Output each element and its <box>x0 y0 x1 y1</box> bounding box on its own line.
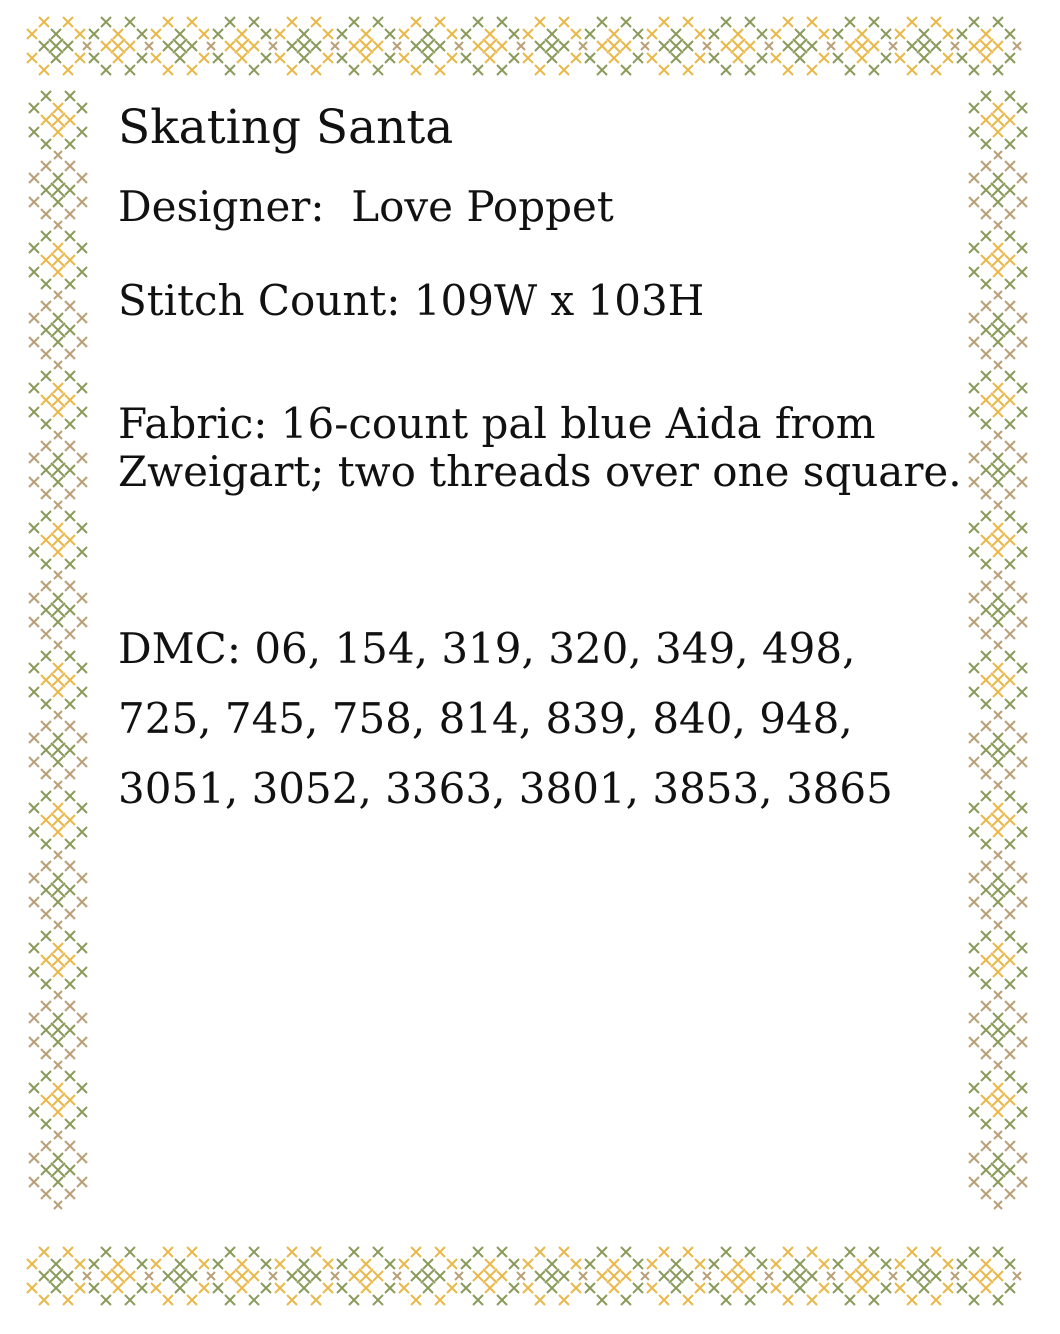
dmc-thread-list <box>118 614 968 824</box>
dmc-line-2: 725, 745, 758, 814, 839, 840, 948, <box>118 694 853 743</box>
fabric-description <box>118 400 968 496</box>
stitch-count-line: Stitch Count: 109W x 103H <box>118 276 705 325</box>
designer-line: Designer: Love Poppet <box>118 182 614 231</box>
dmc-line-1: DMC: 06, 154, 319, 320, 349, 498, <box>118 624 856 673</box>
dmc-line-3: 3051, 3052, 3363, 3801, 3853, 3865 <box>118 764 893 813</box>
fabric-line-2: Zweigart; two threads over one square. <box>118 447 962 496</box>
fabric-line-1: Fabric: 16-count pal blue Aida from <box>118 399 876 448</box>
pattern-title: Skating Santa <box>118 100 454 155</box>
